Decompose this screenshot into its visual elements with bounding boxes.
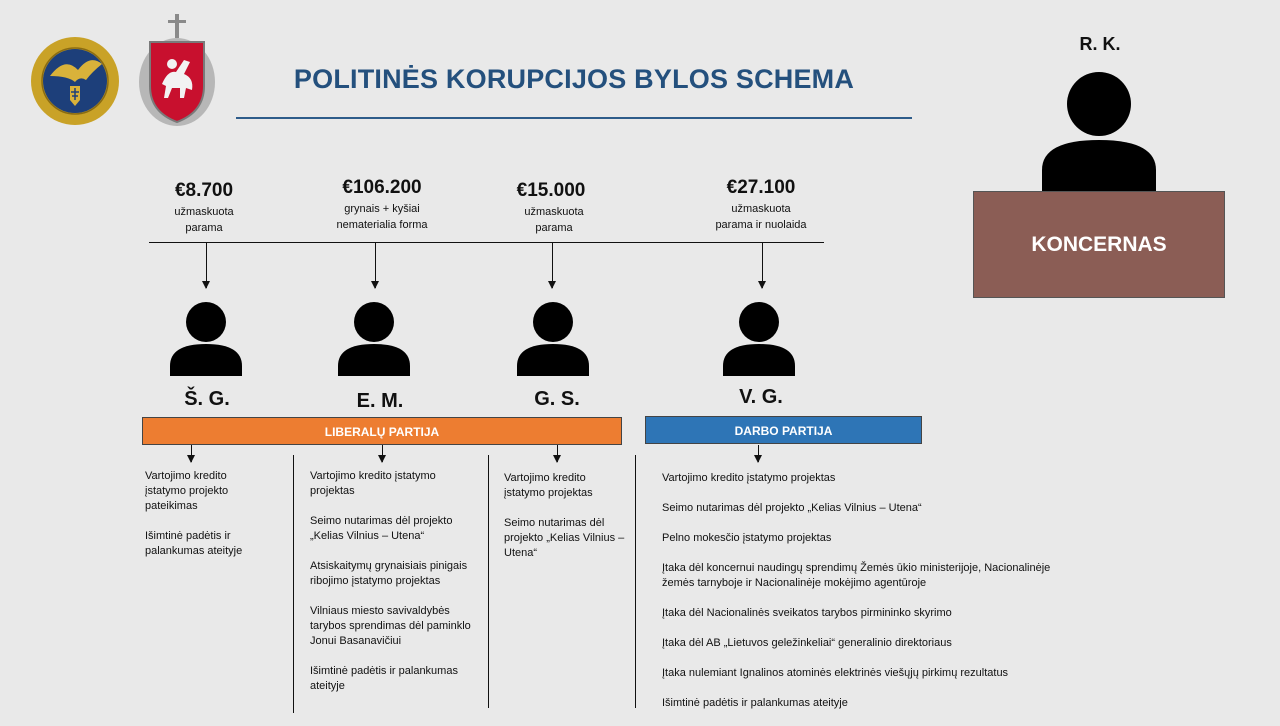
person-icon [338,302,410,376]
person-initials-vg: V. G. [739,386,783,408]
person-icon [723,302,795,376]
payment-amount-sg: €8.700 [174,180,234,201]
payment-desc-vg-1: užmaskuota [731,203,791,215]
list-item: Įtaka dėl koncernui naudingų sprendimų Žemės ūkio ministerijoje, Nacionalinėje žemės tarnyboje ir Nacionalinėje mokėjimo agentūroje [662,562,1051,589]
payment-desc-vg-2: parama ir nuolaida [715,219,807,231]
arrow-to-gs [552,242,553,288]
person-initials-sg: Š. G. [184,388,230,410]
prosecutor-emblem [136,14,218,130]
arrow-em-list [382,445,383,462]
page-title: POLITINĖS KORUPCIJOS BYLOS SCHEMA [293,64,855,94]
rk-initials: R. K. [1079,34,1121,54]
person-icon [1042,72,1156,192]
payment-amount-vg: €27.100 [726,177,796,198]
payment-desc-sg-1: užmaskuota [174,206,234,218]
list-item: Atsiskaitymų grynaisiais pinigais ribojimo įstatymo projektas [310,560,468,587]
person-initials-gs: G. S. [534,388,580,410]
list-sg [145,469,270,574]
list-item: Išimtinė padėtis ir palankumas ateityje [662,697,848,709]
column-divider [635,455,636,708]
stt-emblem [30,36,120,126]
person-initials-em: E. M. [356,390,404,412]
title-divider [236,117,912,119]
list-item: Įtaka dėl AB „Lietuvos geležinkeliai“ generalinio direktoriaus [662,637,952,649]
list-item: Įtaka dėl Nacionalinės sveikatos tarybos pirmininko skyrimo [662,607,952,619]
column-divider [488,455,489,708]
list-item: Vartojimo kredito įstatymo projektas [662,472,836,484]
list-item: Vartojimo kredito įstatymo projektas [310,470,436,497]
list-item: Įtaka nulemiant Ignalinos atominės elektrinės viešųjų pirkimų rezultatus [662,667,1009,679]
person-icon [170,302,242,376]
arrow-to-sg [206,242,207,288]
column-divider [293,455,294,713]
payment-desc-em-1: grynais + kyšiai [344,203,420,215]
list-item: Seimo nutarimas dėl projekto „Kelias Vilnius – Utena“ [504,517,625,559]
list-item: Išimtinė padėtis ir palankumas ateityje [310,665,458,692]
arrow-to-em [375,242,376,288]
list-gs [504,471,629,576]
list-vg [662,471,1052,726]
arrow-vg-list [758,445,759,462]
payment-amount-gs: €15.000 [516,180,586,201]
list-item: Seimo nutarimas dėl projekto „Kelias Vilnius – Utena“ [662,502,922,514]
list-item: Seimo nutarimas dėl projekto „Kelias Vilnius – Utena“ [310,515,453,542]
list-item: Išimtinė padėtis ir palankumas ateityje [145,530,243,557]
arrow-sg-list [191,445,192,462]
payment-line [149,242,824,243]
arrow-to-vg [762,242,763,288]
party-bar-darbo: DARBO PARTIJA [645,416,922,444]
list-item: Vartojimo kredito įstatymo projekto pateikimas [145,470,229,512]
payment-desc-em-2: nematerialia forma [336,219,428,231]
company-box: KONCERNAS [973,191,1225,298]
payment-desc-gs-1: užmaskuota [524,206,584,218]
arrow-gs-list [557,445,558,462]
person-icon [517,302,589,376]
list-item: Vilniaus miesto savivaldybės tarybos sprendimas dėl paminklo Jonui Basanavičiui [310,605,471,647]
payment-desc-gs-2: parama [535,222,573,234]
payment-desc-sg-2: parama [185,222,223,234]
list-item: Pelno mokesčio įstatymo projektas [662,532,832,544]
party-bar-liberal: LIBERALŲ PARTIJA [142,417,622,445]
list-em [310,469,478,709]
list-item: Vartojimo kredito įstatymo projektas [504,472,593,499]
payment-amount-em: €106.200 [342,177,422,198]
